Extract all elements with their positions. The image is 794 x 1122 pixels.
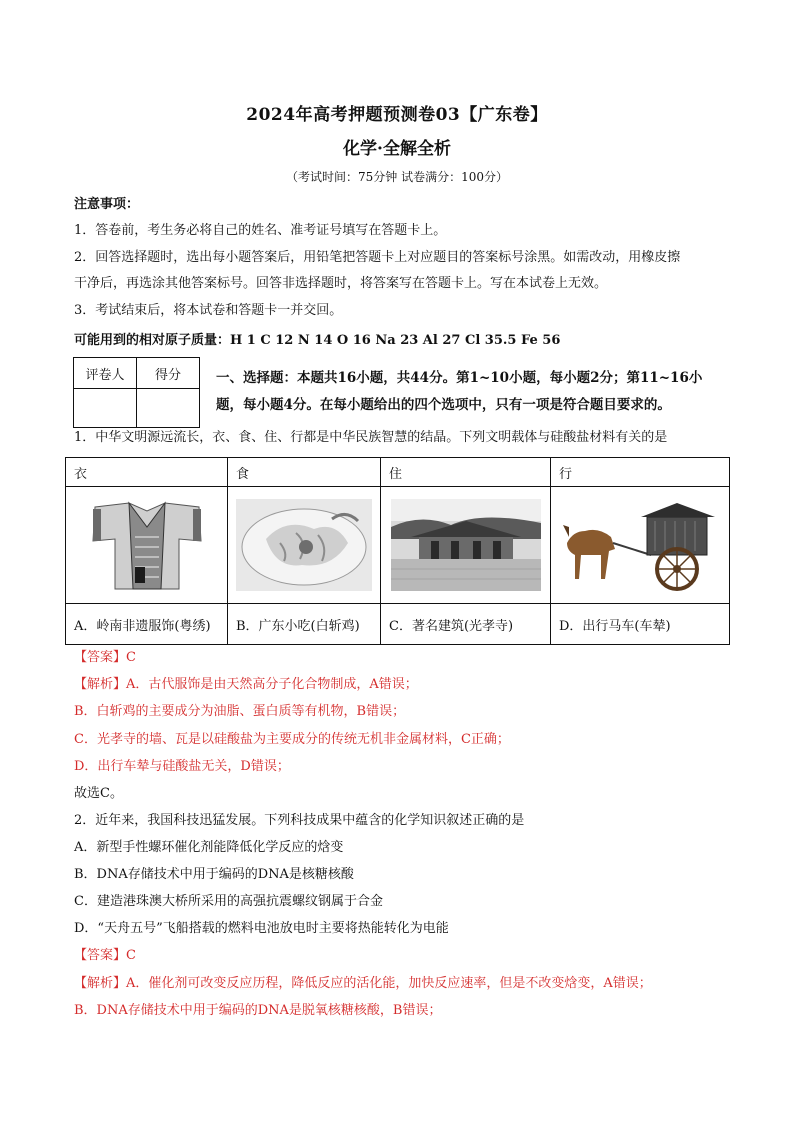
q2-option-a: A．新型手性螺环催化剂能降低化学反应的焓变 xyxy=(74,840,344,855)
score-label: 得分 xyxy=(137,358,200,389)
q1-header-cell: 食 xyxy=(228,458,381,487)
q2-stem: 2．近年来，我国科技迅猛发展。下列科技成果中蕴含的化学知识叙述正确的是 xyxy=(74,813,525,828)
q1-caption-b: B．广东小吃(白斩鸡) xyxy=(228,604,381,645)
q1-table xyxy=(65,457,730,645)
notice-item: 3．考试结束后，将本试卷和答题卡一并交回。 xyxy=(74,303,343,318)
exam-subtitle: 化学·全解全析 xyxy=(343,139,451,159)
q1-caption-c: C．著名建筑(光孝寺) xyxy=(381,604,551,645)
grader-cell xyxy=(74,389,137,428)
section-line: 一、选择题：本题共16小题，共44分。第1~10小题，每小题2分；第11~16小 xyxy=(216,370,703,386)
notice-item: 干净后，再选涂其他答案标号。回答非选择题时，将答案写在答题卡上。写在本试卷上无效。 xyxy=(74,276,608,291)
notice-item: 1．答卷前，考生务必将自己的姓名、准考证号填写在答题卡上。 xyxy=(74,223,447,238)
section-line: 题，每小题4分。在每小题给出的四个选项中，只有一项是符合题目要求的。 xyxy=(216,397,671,413)
q1-answer: 【答案】C xyxy=(74,650,136,665)
notice-heading: 注意事项： xyxy=(74,197,140,212)
q2-option-d: D．“天舟五号”飞船搭载的燃料电池放电时主要将热能转化为电能 xyxy=(74,921,449,936)
section-heading xyxy=(216,365,736,419)
q1-header-cell: 衣 xyxy=(66,458,228,487)
q2-answer: 【答案】C xyxy=(74,948,136,963)
carriage-image xyxy=(559,497,721,593)
notice-item: 2．回答选择题时，选出每小题答案后，用铅笔把答题卡上对应题目的答案标号涂黑。如需改动，用橡皮擦 xyxy=(74,250,681,265)
q2-analysis-line: 【解析】A．催化剂可改变反应历程，降低反应的活化能，加快反应速率，但是不改变焓变，A错误； xyxy=(74,976,652,991)
q1-stem: 1．中华文明源远流长，衣、食、住、行都是中华民族智慧的结晶。下列文明载体与硅酸盐材料有关的是 xyxy=(74,430,668,445)
q1-caption-d: D．出行马车(车辇) xyxy=(551,604,730,645)
temple-image xyxy=(391,499,541,591)
atomic-masses: 可能用到的相对原子质量：H 1 C 12 N 14 O 16 Na 23 Al 27 Cl 35.5 Fe 56 xyxy=(74,333,561,348)
robe-image xyxy=(87,497,207,593)
q1-analysis-line: 【解析】A．古代服饰是由天然高分子化合物制成，A错误； xyxy=(74,677,418,692)
q1-analysis-line: D．出行车辇与硅酸盐无关，D错误； xyxy=(74,759,290,774)
q1-analysis-line: C．光孝寺的墙、瓦是以硅酸盐为主要成分的传统无机非金属材料，C正确； xyxy=(74,732,510,747)
q2-option-c: C．建造港珠澳大桥所采用的高强抗震螺纹钢属于合金 xyxy=(74,894,383,909)
grader-label: 评卷人 xyxy=(74,358,137,389)
exam-title: 2024年高考押题预测卷03【广东卷】 xyxy=(246,105,548,125)
chicken-image xyxy=(236,499,372,591)
exam-meta: （考试时间：75分钟 试卷满分：100分） xyxy=(286,170,508,184)
q2-analysis-line: B．DNA存储技术中用于编码的DNA是脱氧核糖核酸，B错误； xyxy=(74,1003,442,1018)
q2-option-b: B．DNA存储技术中用于编码的DNA是核糖核酸 xyxy=(74,867,354,882)
q1-conclusion: 故选C。 xyxy=(74,786,123,801)
score-cell xyxy=(137,389,200,428)
q1-header-cell: 住 xyxy=(381,458,551,487)
q1-header-cell: 行 xyxy=(551,458,730,487)
q1-analysis-line: B．白斩鸡的主要成分为油脂、蛋白质等有机物，B错误； xyxy=(74,704,406,719)
score-box xyxy=(73,357,200,428)
q1-caption-a: A．岭南非遗服饰(粤绣) xyxy=(66,604,228,645)
